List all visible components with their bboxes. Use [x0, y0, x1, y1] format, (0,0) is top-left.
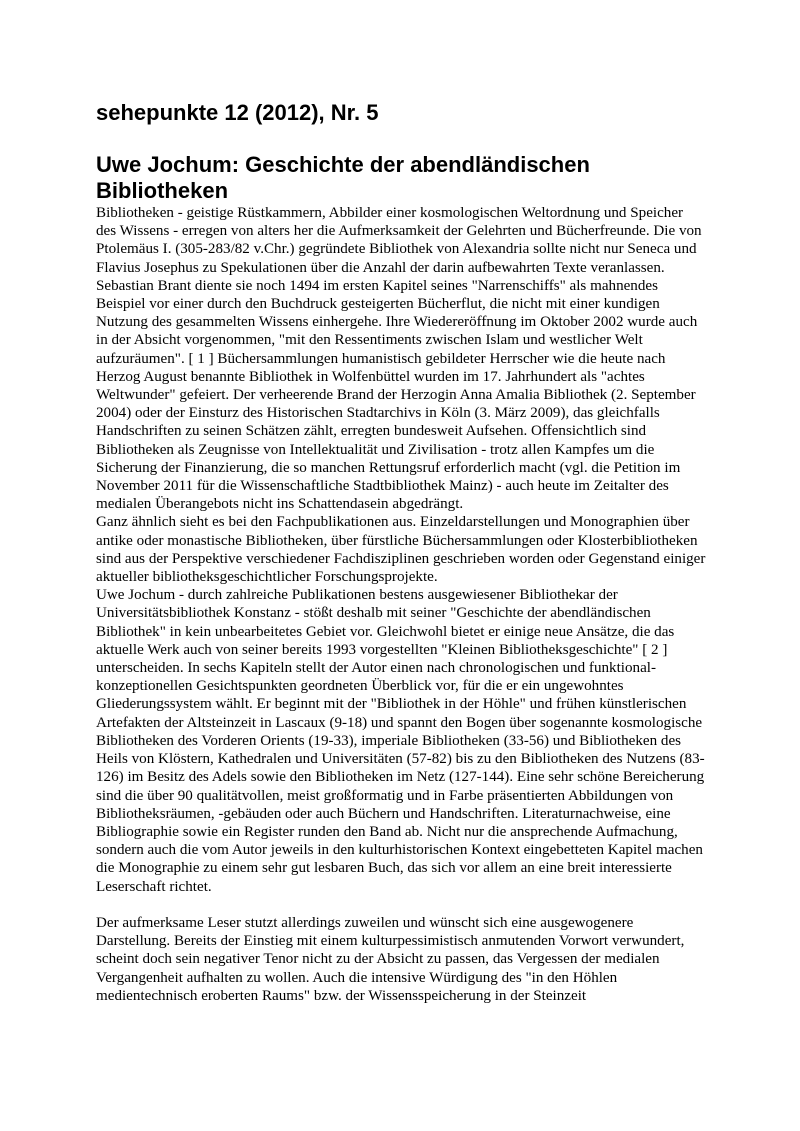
review-title: Uwe Jochum: Geschichte der abendländischen Bibliotheken: [96, 152, 590, 203]
paragraph-kritik: Der aufmerksame Leser stutzt allerdings zuweilen und wünscht sich eine ausgewogenere Darstellung. Bereits der Einstieg mit einem kulturpessimistisch anmutenden Vorwort verwundert, scheint doch sein negativer Tenor nicht zu der Absicht zu passen, das Vergessen der medialen Vergangenheit aufhalten zu wollen. Auch die intensive Würdigung des "in den Höhlen medientechnisch eroberten Raums" bzw. der Wissensspeicherung in der Steinzeit: [96, 914, 685, 1004]
paragraph-fachpublikationen: Ganz ähnlich sieht es bei den Fachpublikationen aus. Einzeldarstellungen und Monographien über antike oder monastische Bibliotheken, über fürstliche Büchersammlungen oder Klosterbibliotheken sind aus der Perspektive verschiedener Fachdisziplinen geschrieben worden oder Gegenstand einiger aktueller bibliotheksgeschichtlicher Forschungsprojekte.: [96, 514, 706, 586]
paragraph-jochum: Uwe Jochum - durch zahlreiche Publikationen bestens ausgewiesener Bibliothekar der Universitätsbibliothek Konstanz - stößt deshalb mit seiner "Geschichte der abendländischen Bibliothek" in kein unbearbeitetes Gebiet vor. Gleichwohl bietet er einige neue Ansätze, die das aktuelle Werk auch von seiner bereits 1993 vorgestellten "Kleinen Bibliotheksgeschichte" [ 2 ] unterscheiden. In sechs Kapiteln stellt der Autor einen nach chronologischen und funktional-konzeptionellen Gesichtspunkten geordneten Überblick vor, für die er ein ungewohntes Gliederungssystem wählt. Er beginnt mit der "Bibliothek in der Höhle" und frühen künstlerischen Artefakten der Altsteinzeit in Lascaux (9-18) und spannt den Bogen über sogenannte kosmologische Bibliotheken des Vorderen Orients (19-33), imperiale Bibliotheken (33-56) und Bibliotheken des Heils von Klöstern, Kathedralen und Universitäten (57-82) bis zu den Bibliotheken des Nutzens (83-126) im Besitz des Adels sowie den Bibliotheken im Netz (127-144). Eine sehr schöne Bereicherung sind die über 90 qualitätvollen, meist großformatig und in Farbe präsentierten Abbildungen von Bibliotheksräumen, -gebäuden oder auch Büchern und Handschriften. Literaturnachweise, eine Bibliographie sowie ein Register runden den Band ab. Nicht nur die ansprechende Aufmachung, sondern auch die vom Autor jeweils in den kulturhistorischen Kontext eingebetteten Kapitel machen die Monographie zu einem sehr gut lesbaren Buch, das sich vor allem an eine breit interessierte Leserschaft richtet.: [96, 587, 705, 895]
journal-title: sehepunkte 12 (2012), Nr. 5: [96, 100, 379, 125]
paragraph-intro: Bibliotheken - geistige Rüstkammern, Abbilder einer kosmologischen Weltordnung und Speicher des Wissens - erregen von alters her die Aufmerksamkeit der Gelehrten und Bücherfreunde. Die von Ptolemäus I. (305-283/82 v.Chr.) gegründete Bibliothek von Alexandria sollte nicht nur Seneca und Flavius Josephus zu Spekulationen über die Anzahl der darin aufbewahrten Texte veranlassen. Sebastian Brant diente sie noch 1494 im ersten Kapitel seines "Narrenschiffs" als mahnendes Beispiel vor einer durch den Buchdruck gesteigerten Bücherflut, die nicht mit einer kundigen Nutzung des gesammelten Wissens einhergehe. Ihre Wiedereröffnung im Oktober 2002 wurde auch in der Absicht vorgenommen, "mit den Ressentiments zwischen Islam und westlicher Welt aufzuräumen". [ 1 ] Büchersammlungen humanistisch gebildeter Herrscher wie die heute nach Herzog August benannte Bibliothek in Wolfenbüttel wurden im 17. Jahrhundert als "achtes Weltwunder" gefeiert. Der verheerende Brand der Herzogin Anna Amalia Bibliothek (2. September 2004) oder der Einsturz des Historischen Stadtarchivs in Köln (3. März 2009), das gleichfalls Handschriften zu seinen Schätzen zählt, erregten bundesweit Aufsehen. Offensichtlich sind Bibliotheken als Zeugnisse von Intellektualität und Zivilisation - trotz allen Kampfes um die Sicherung der Finanzierung, die so manchen Rettungsruf erforderlich macht (vgl. die Petition im November 2011 für die Wissenschaftliche Stadtbibliothek Mainz) - auch heute im Zeitalter des medialen Überangebots nicht ins Schattendasein abgedrängt.: [96, 205, 702, 513]
review-body: [96, 204, 706, 1005]
document-page: [96, 100, 706, 1005]
